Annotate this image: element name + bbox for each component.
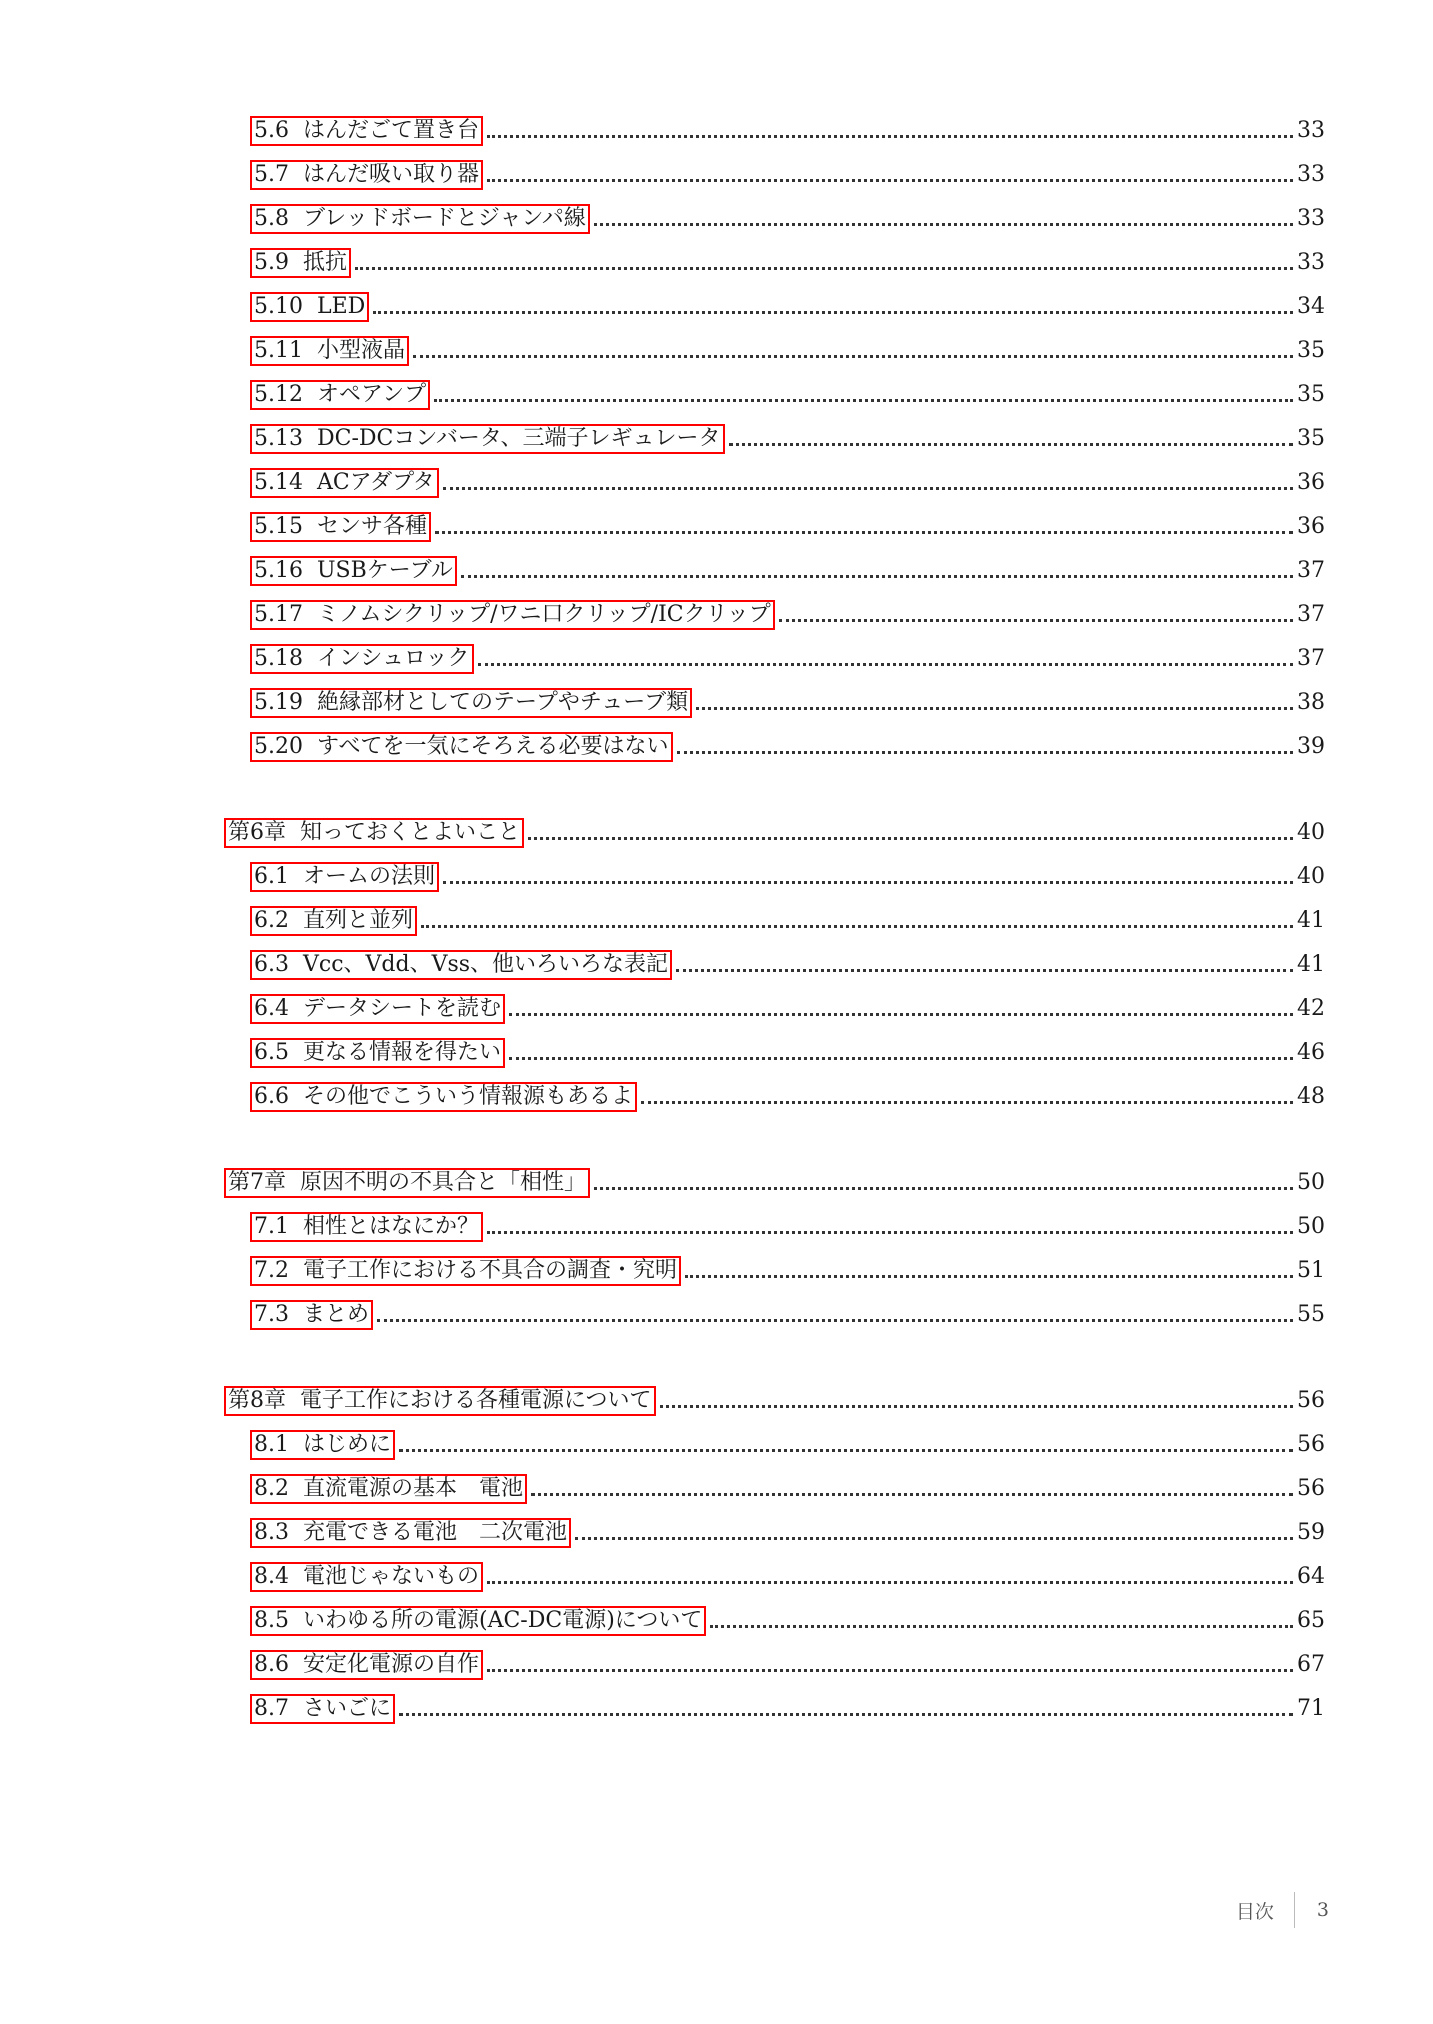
toc-page-number: 56	[1297, 1388, 1325, 1413]
toc-page-number: 56	[1297, 1476, 1325, 1501]
toc-entry-title: 知っておくとよいこと	[300, 820, 521, 845]
toc-section-row	[0, 1474, 1433, 1506]
toc-section-row	[0, 1300, 1433, 1332]
toc-page-number: 38	[1297, 690, 1325, 715]
dot-leader	[413, 355, 1293, 358]
dot-leader	[660, 1405, 1293, 1408]
dot-leader	[434, 399, 1293, 402]
toc-entry-number: 8.5	[254, 1608, 289, 1633]
toc-entry-link[interactable]	[250, 644, 474, 674]
toc-page-number: 42	[1297, 996, 1325, 1021]
toc-entry-link[interactable]	[250, 688, 692, 718]
toc-chapter-row	[0, 1168, 1433, 1200]
toc-entry-link[interactable]	[250, 248, 351, 278]
toc-page-number: 41	[1297, 952, 1325, 977]
toc-entry-title: USBケーブル	[316, 558, 453, 583]
toc-entry-link[interactable]	[250, 1038, 505, 1068]
toc-section-row	[0, 1518, 1433, 1550]
toc-entry-title: Vcc、Vdd、Vss、他いろいろな表記	[303, 952, 669, 977]
toc-entry-number: 7.2	[254, 1258, 289, 1283]
toc-page-number: 39	[1297, 734, 1325, 759]
dot-leader	[575, 1537, 1293, 1540]
toc-section-row	[0, 336, 1433, 368]
toc-entry-number: 第6章	[228, 820, 286, 845]
toc-entry-number: 第7章	[228, 1170, 286, 1195]
toc-section-row	[0, 512, 1433, 544]
toc-section-row	[0, 1562, 1433, 1594]
toc-entry-link[interactable]	[250, 950, 672, 980]
toc-section-row	[0, 600, 1433, 632]
toc-section-row	[0, 862, 1433, 894]
toc-page-number: 37	[1297, 602, 1325, 627]
toc-entry-number: 6.1	[254, 864, 289, 889]
footer-divider	[1294, 1892, 1295, 1928]
toc-entry-link[interactable]	[250, 1212, 483, 1242]
toc-section-row	[0, 1038, 1433, 1070]
footer-label: 目次	[1235, 1900, 1274, 1923]
toc-section-row	[0, 688, 1433, 720]
toc-entry-title: まとめ	[303, 1302, 370, 1327]
toc-entry-title: 抵抗	[303, 250, 348, 275]
toc-entry-title: DC-DCコンバータ、三端子レギュレータ	[316, 426, 721, 451]
toc-page-number: 37	[1297, 646, 1325, 671]
toc-section-row	[0, 994, 1433, 1026]
toc-entry-number: 6.2	[254, 908, 289, 933]
toc-chapter-row	[0, 818, 1433, 850]
toc-entry-title: 直流電源の基本 電池	[303, 1476, 524, 1501]
toc-entry-link[interactable]	[250, 1606, 706, 1636]
toc-section-row	[0, 950, 1433, 982]
toc-page-number: 35	[1297, 426, 1325, 451]
dot-leader	[435, 531, 1293, 534]
toc-entry-number: 6.5	[254, 1040, 289, 1065]
dot-leader	[461, 575, 1293, 578]
dot-leader	[443, 487, 1293, 490]
toc-section-row	[0, 1694, 1433, 1726]
toc-page-number: 59	[1297, 1520, 1325, 1545]
toc-entry-title: はじめに	[303, 1432, 392, 1457]
toc-entry-title: ミノムシクリップ/ワニ口クリップ/ICクリップ	[316, 602, 771, 627]
toc-entry-link[interactable]	[250, 336, 409, 366]
dot-leader	[779, 619, 1293, 622]
toc-entry-link[interactable]	[250, 424, 725, 454]
dot-leader	[487, 179, 1293, 182]
toc-entry-link[interactable]	[224, 1168, 590, 1198]
toc-entry-title: データシートを読む	[303, 996, 502, 1021]
toc-entry-title: 安定化電源の自作	[303, 1652, 480, 1677]
toc-section-row	[0, 1650, 1433, 1682]
toc-entry-title: 絶縁部材としてのテープやチューブ類	[316, 690, 689, 715]
toc-entry-link[interactable]	[250, 1082, 637, 1112]
toc-entry-number: 5.15	[254, 514, 303, 539]
toc-entry-link[interactable]	[250, 1562, 483, 1592]
dot-leader	[421, 925, 1293, 928]
toc-entry-number: 8.1	[254, 1432, 289, 1457]
toc-entry-number: 5.12	[254, 382, 303, 407]
toc-entry-title: はんだごて置き台	[303, 118, 480, 143]
toc-section-row	[0, 732, 1433, 764]
toc-page-number: 50	[1297, 1214, 1325, 1239]
toc-entry-title: 電池じゃないもの	[303, 1564, 480, 1589]
dot-leader	[641, 1101, 1293, 1104]
dot-leader	[487, 135, 1293, 138]
toc-page-number: 33	[1297, 162, 1325, 187]
toc-entry-title: 電子工作における不具合の調査・究明	[303, 1258, 678, 1283]
toc-section-row	[0, 116, 1433, 148]
dot-leader	[594, 223, 1293, 226]
toc-page-number: 35	[1297, 338, 1325, 363]
toc-entry-link[interactable]	[250, 512, 431, 542]
toc-entry-number: 8.2	[254, 1476, 289, 1501]
dot-leader	[487, 1231, 1293, 1234]
toc-page-number: 51	[1297, 1258, 1325, 1283]
toc-entry-number: 第8章	[228, 1388, 286, 1413]
toc-entry-title: インシュロック	[316, 646, 470, 671]
toc-section-row	[0, 644, 1433, 676]
dot-leader	[710, 1625, 1293, 1628]
toc-entry-title: 充電できる電池 二次電池	[303, 1520, 568, 1545]
toc-page-number: 33	[1297, 118, 1325, 143]
toc-section-row	[0, 1256, 1433, 1288]
toc-entry-number: 5.13	[254, 426, 303, 451]
toc-page-number: 37	[1297, 558, 1325, 583]
toc-entry-link[interactable]	[250, 1430, 395, 1460]
toc-entry-link[interactable]	[250, 732, 673, 762]
toc-entry-number: 5.20	[254, 734, 303, 759]
toc-section-row	[0, 160, 1433, 192]
toc-section-row	[0, 556, 1433, 588]
toc-section-row	[0, 1212, 1433, 1244]
toc-section-row	[0, 248, 1433, 280]
toc-entry-link[interactable]	[250, 204, 590, 234]
toc-entry-title: 電子工作における各種電源について	[300, 1388, 652, 1413]
toc-entry-link[interactable]	[250, 1650, 483, 1680]
toc-entry-number: 5.18	[254, 646, 303, 671]
toc-entry-number: 5.9	[254, 250, 289, 275]
toc-entry-title: 相性とはなにか？	[303, 1214, 480, 1239]
toc-entry-link[interactable]	[250, 468, 439, 498]
toc-section-row	[0, 906, 1433, 938]
toc-entry-title: いわゆる所の電源(AC-DC電源)について	[303, 1608, 703, 1633]
dot-leader	[685, 1275, 1293, 1278]
toc-section-row	[0, 468, 1433, 500]
toc-entry-number: 6.6	[254, 1084, 289, 1109]
dot-leader	[509, 1057, 1293, 1060]
toc-entry-title: 更なる情報を得たい	[303, 1040, 502, 1065]
dot-leader	[487, 1581, 1293, 1584]
dot-leader	[594, 1187, 1293, 1190]
toc-page-number: 65	[1297, 1608, 1325, 1633]
dot-leader	[399, 1449, 1293, 1452]
toc-page-number: 40	[1297, 820, 1325, 845]
toc-page-number: 50	[1297, 1170, 1325, 1195]
page-footer	[1236, 1892, 1329, 1928]
toc-page-number: 41	[1297, 908, 1325, 933]
toc-entry-title: オームの法則	[303, 864, 436, 889]
toc-entry-link[interactable]	[224, 818, 524, 848]
toc-section-row	[0, 1082, 1433, 1114]
toc-entry-title: 原因不明の不具合と「相性」	[300, 1170, 587, 1195]
dot-leader	[443, 881, 1293, 884]
toc-entry-number: 5.6	[254, 118, 289, 143]
toc-entry-link[interactable]	[250, 1256, 681, 1286]
dot-leader	[676, 969, 1293, 972]
toc-entry-title: ブレッドボードとジャンパ線	[303, 206, 586, 231]
toc-page-number: 46	[1297, 1040, 1325, 1065]
toc-entry-link[interactable]	[250, 292, 369, 322]
toc-section-row	[0, 1606, 1433, 1638]
toc-entry-title: はんだ吸い取り器	[303, 162, 480, 187]
toc-entry-link[interactable]	[224, 1386, 656, 1416]
toc-page-number: 36	[1297, 514, 1325, 539]
dot-leader	[528, 837, 1293, 840]
toc-entry-link[interactable]	[250, 160, 483, 190]
dot-leader	[399, 1713, 1293, 1716]
footer-page-number: 3	[1316, 1899, 1329, 1921]
toc-section-row	[0, 204, 1433, 236]
toc-page-number: 36	[1297, 470, 1325, 495]
toc-page-number: 67	[1297, 1652, 1325, 1677]
toc-entry-title: オペアンプ	[316, 382, 427, 407]
dot-leader	[487, 1669, 1293, 1672]
toc-entry-number: 5.10	[254, 294, 303, 319]
toc-entry-number: 5.14	[254, 470, 303, 495]
toc-entry-link[interactable]	[250, 1474, 527, 1504]
toc-entry-title: ACアダプタ	[316, 470, 435, 495]
dot-leader	[531, 1493, 1293, 1496]
toc-entry-link[interactable]	[250, 1694, 395, 1724]
toc-page-number: 33	[1297, 250, 1325, 275]
dot-leader	[355, 267, 1293, 270]
toc-page-number: 34	[1297, 294, 1325, 319]
toc-entry-number: 5.17	[254, 602, 303, 627]
toc-entry-title: LED	[316, 294, 366, 319]
toc-entry-link[interactable]	[250, 1300, 373, 1330]
dot-leader	[509, 1013, 1293, 1016]
toc-entry-title: その他でこういう情報源もあるよ	[303, 1084, 634, 1109]
toc-entry-number: 5.11	[254, 338, 303, 363]
toc-page-number: 64	[1297, 1564, 1325, 1589]
toc-entry-title: 小型液晶	[316, 338, 405, 363]
toc-page-number: 56	[1297, 1432, 1325, 1457]
toc-entry-title: センサ各種	[316, 514, 427, 539]
toc-entry-number: 8.7	[254, 1696, 289, 1721]
toc-entry-title: すべてを一気にそろえる必要はない	[316, 734, 669, 759]
toc-entry-link[interactable]	[250, 380, 430, 410]
toc-page-number: 40	[1297, 864, 1325, 889]
toc-entry-number: 7.1	[254, 1214, 289, 1239]
toc-section-row	[0, 1430, 1433, 1462]
toc-section-row	[0, 424, 1433, 456]
toc-entry-link[interactable]	[250, 994, 505, 1024]
toc-entry-title: さいごに	[303, 1696, 392, 1721]
toc-entry-number: 6.4	[254, 996, 289, 1021]
dot-leader	[478, 663, 1293, 666]
toc-entry-number: 6.3	[254, 952, 289, 977]
toc-entry-number: 5.8	[254, 206, 289, 231]
toc-entry-link[interactable]	[250, 906, 417, 936]
toc-entry-number: 5.7	[254, 162, 289, 187]
toc-entry-link[interactable]	[250, 600, 775, 630]
toc-entry-link[interactable]	[250, 862, 439, 892]
toc-entry-link[interactable]	[250, 1518, 571, 1548]
toc-section-row	[0, 380, 1433, 412]
dot-leader	[677, 751, 1293, 754]
toc-page-number: 55	[1297, 1302, 1325, 1327]
toc-entry-link[interactable]	[250, 556, 457, 586]
toc-entry-number: 8.3	[254, 1520, 289, 1545]
toc-entry-title: 直列と並列	[303, 908, 414, 933]
toc-entry-number: 5.19	[254, 690, 303, 715]
toc-page-number: 48	[1297, 1084, 1325, 1109]
toc-page-number: 33	[1297, 206, 1325, 231]
dot-leader	[377, 1319, 1293, 1322]
toc-entry-number: 8.6	[254, 1652, 289, 1677]
dot-leader	[729, 443, 1293, 446]
dot-leader	[373, 311, 1293, 314]
toc-entry-link[interactable]	[250, 116, 483, 146]
dot-leader	[696, 707, 1293, 710]
toc-page-number: 71	[1297, 1696, 1325, 1721]
toc-chapter-row	[0, 1386, 1433, 1418]
toc-entry-number: 8.4	[254, 1564, 289, 1589]
toc-page-number: 35	[1297, 382, 1325, 407]
toc-entry-number: 5.16	[254, 558, 303, 583]
toc-entry-number: 7.3	[254, 1302, 289, 1327]
toc-section-row	[0, 292, 1433, 324]
